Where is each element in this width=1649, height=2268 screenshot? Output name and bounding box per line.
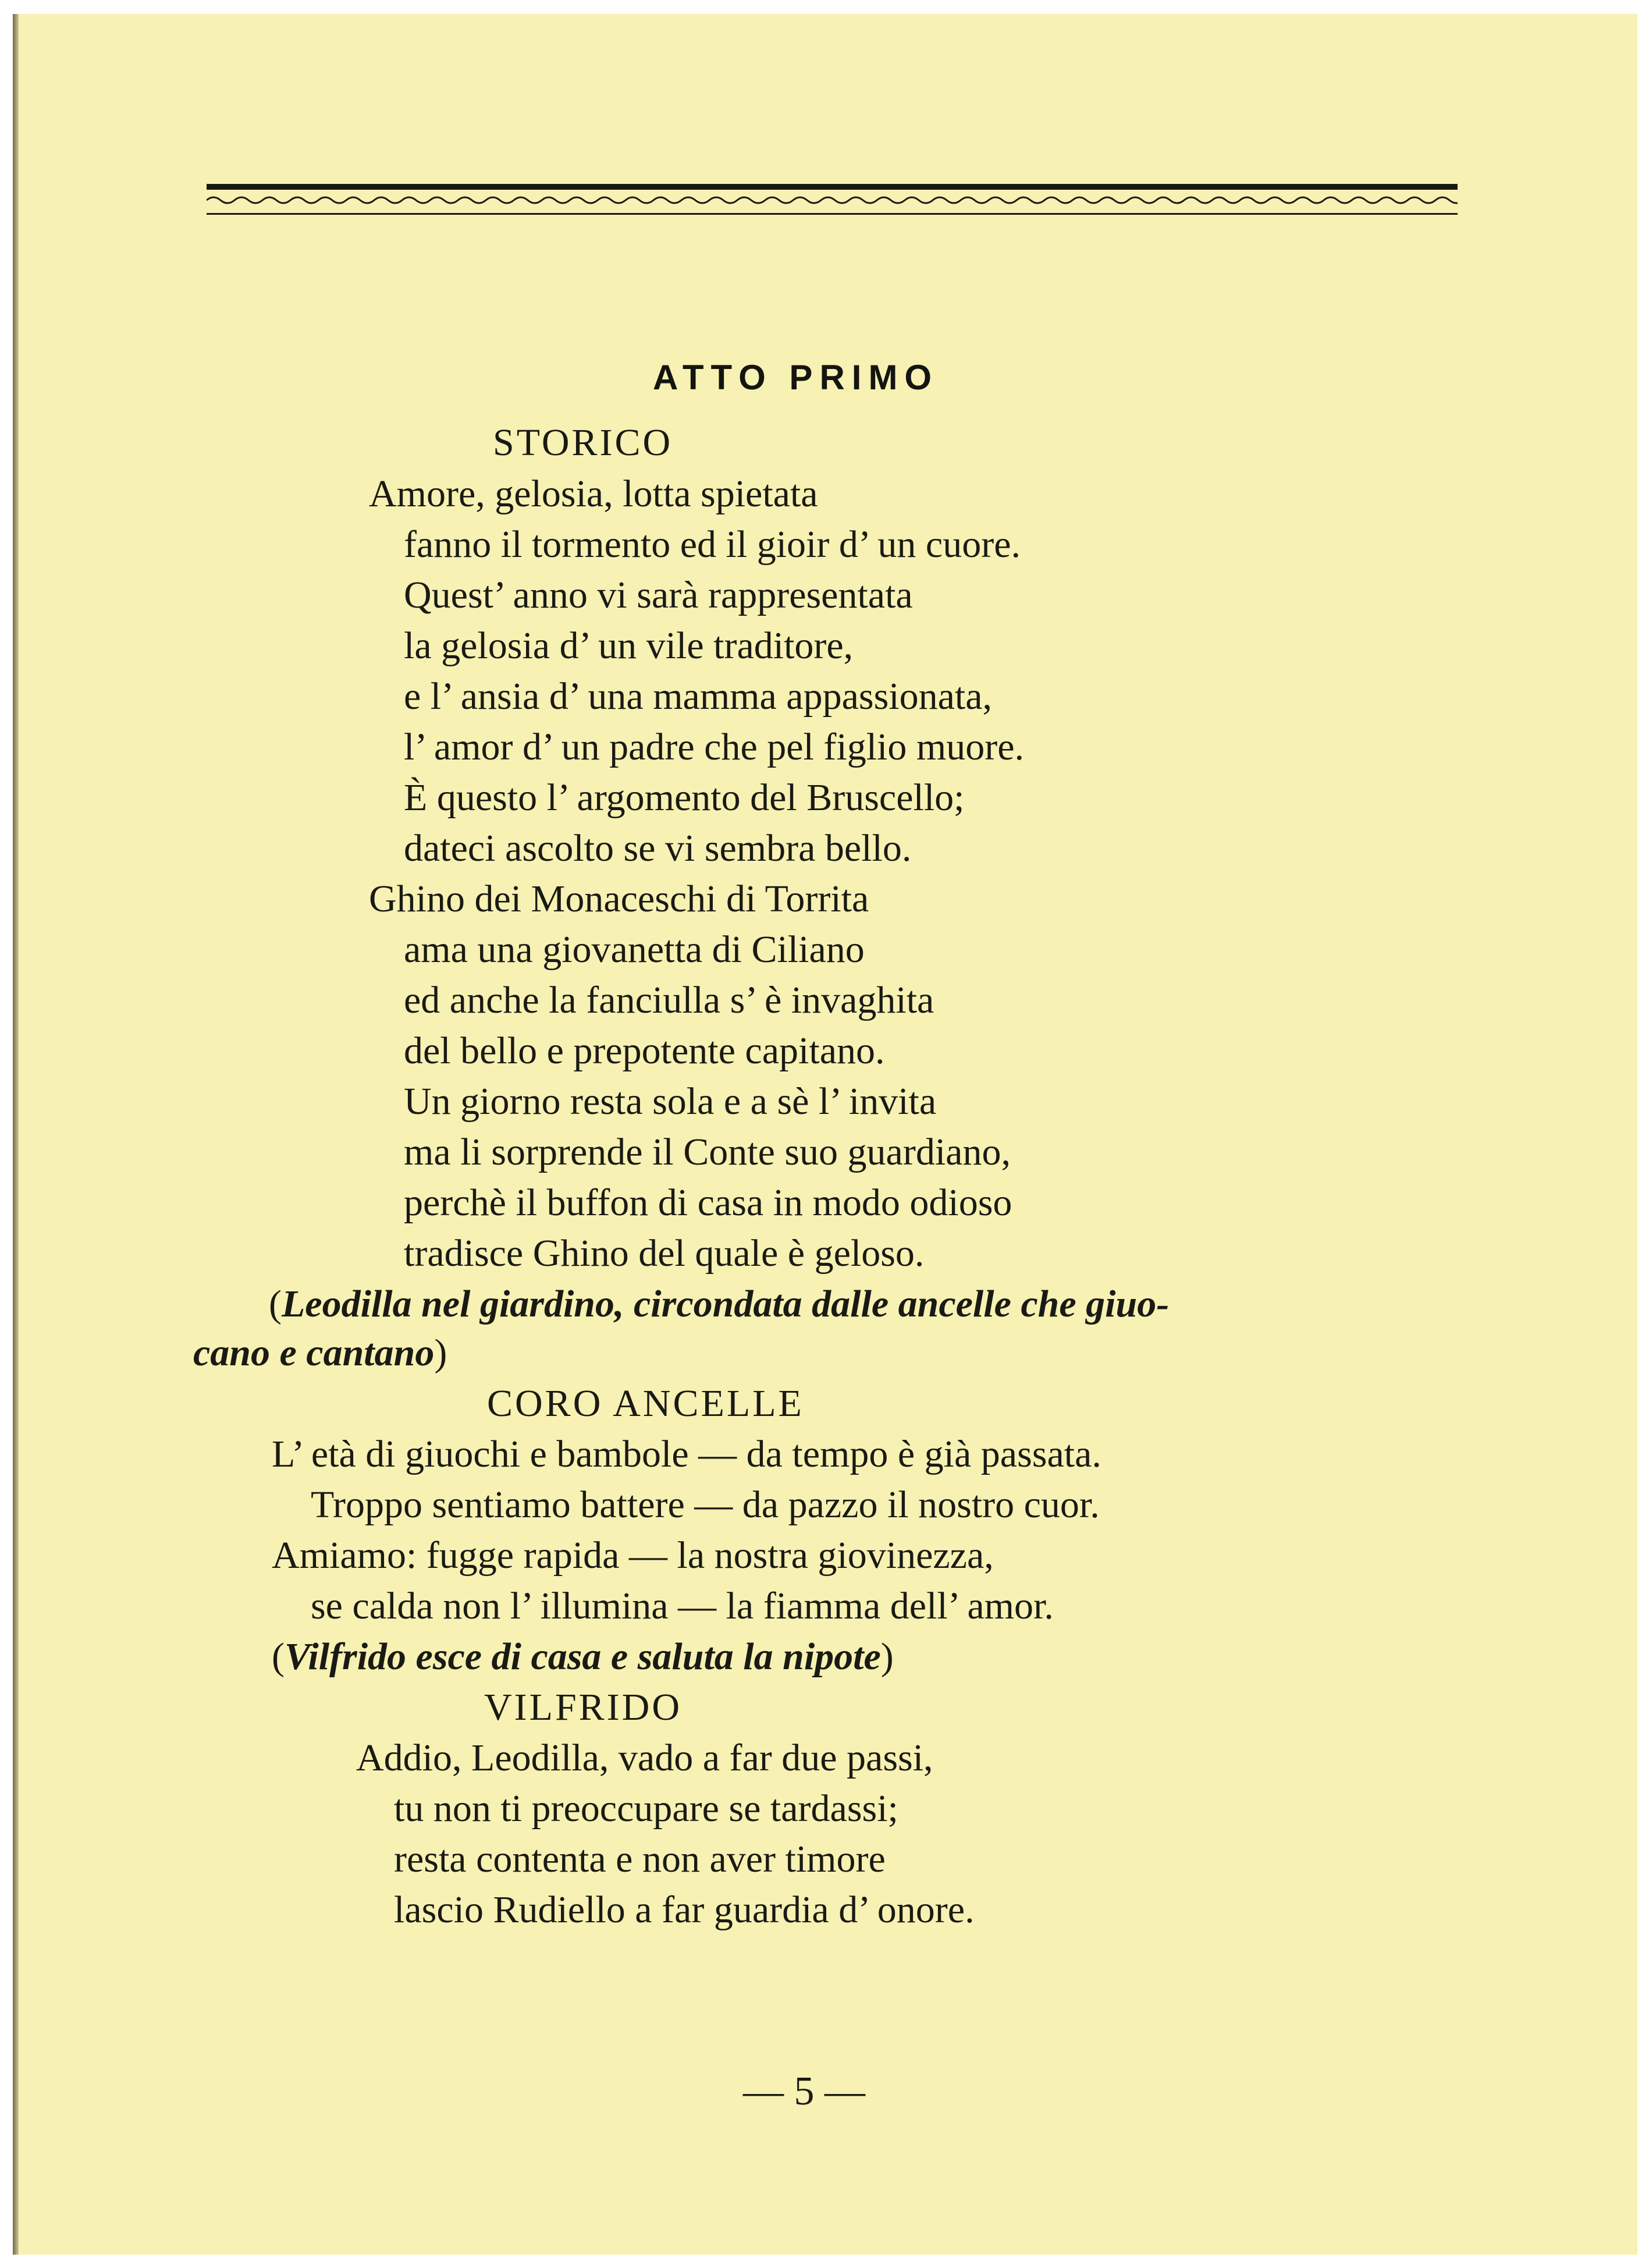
verse-line: È questo l’ argomento del Bruscello; — [404, 776, 965, 819]
verse-line: Ghino dei Monaceschi di Torrita — [369, 878, 869, 920]
act-title: ATTO PRIMO — [653, 358, 939, 397]
verse-line: dateci ascolto se vi sembra bello. — [404, 827, 912, 869]
verse-line: Troppo sentiamo battere — da pazzo il nostro cuor. — [311, 1483, 1100, 1526]
verse-line: L’ età di giuochi e bambole — da tempo è già passata. — [272, 1433, 1101, 1475]
stage-direction-text: Leodilla nel giardino, circondata dalle ancelle che giuo- — [281, 1283, 1170, 1325]
page-spine-shadow — [13, 14, 19, 2255]
verse-line: Amore, gelosia, lotta spietata — [369, 473, 818, 515]
verse-line: ma li sorprende il Conte suo guardiano, — [404, 1131, 1011, 1173]
speaker-storico: STORICO — [493, 421, 673, 464]
verse-line: e l’ ansia d’ una mamma appassionata, — [404, 675, 993, 718]
verse-line: lascio Rudiello a far guardia d’ onore. — [394, 1889, 975, 1931]
stage-direction-text: Vilfrido esce di casa e saluta la nipote — [284, 1635, 881, 1678]
stage-direction-text: cano e cantano — [193, 1332, 435, 1374]
stage-direction: cano e cantano) — [193, 1332, 447, 1374]
verse-line: ed anche la fanciulla s’ è invaghita — [404, 979, 934, 1021]
verse-line: la gelosia d’ un vile traditore, — [404, 624, 854, 667]
verse-line: perchè il buffon di casa in modo odioso — [404, 1181, 1012, 1224]
page-number: — 5 — — [743, 2069, 865, 2114]
verse-line: del bello e prepotente capitano. — [404, 1030, 885, 1072]
verse-line: tradisce Ghino del quale è geloso. — [404, 1232, 925, 1275]
speaker-coro-ancelle: CORO ANCELLE — [487, 1382, 804, 1425]
decorative-rule-icon — [207, 179, 1458, 232]
speaker-vilfrido: VILFRIDO — [484, 1686, 682, 1728]
stage-direction: (Leodilla nel giardino, circondata dalle ancelle che giuo- — [269, 1283, 1170, 1325]
verse-line: Quest’ anno vi sarà rappresentata — [404, 574, 913, 616]
verse-line: ama una giovanetta di Ciliano — [404, 928, 865, 971]
verse-line: resta contenta e non aver timore — [394, 1838, 886, 1880]
verse-line: Un giorno resta sola e a sè l’ invita — [404, 1080, 937, 1123]
book-page — [13, 14, 1637, 2255]
verse-line: se calda non l’ illumina — la fiamma dell’ amor. — [311, 1585, 1054, 1627]
verse-line: fanno il tormento ed il gioir d’ un cuore. — [404, 523, 1021, 566]
stage-direction: (Vilfrido esce di casa e saluta la nipote) — [272, 1635, 894, 1678]
verse-line: Addio, Leodilla, vado a far due passi, — [356, 1737, 933, 1779]
verse-line: tu non ti preoccupare se tardassi; — [394, 1787, 898, 1830]
verse-line: Amiamo: fugge rapida — la nostra giovinezza, — [272, 1534, 994, 1577]
verse-line: l’ amor d’ un padre che pel figlio muore. — [404, 726, 1024, 768]
